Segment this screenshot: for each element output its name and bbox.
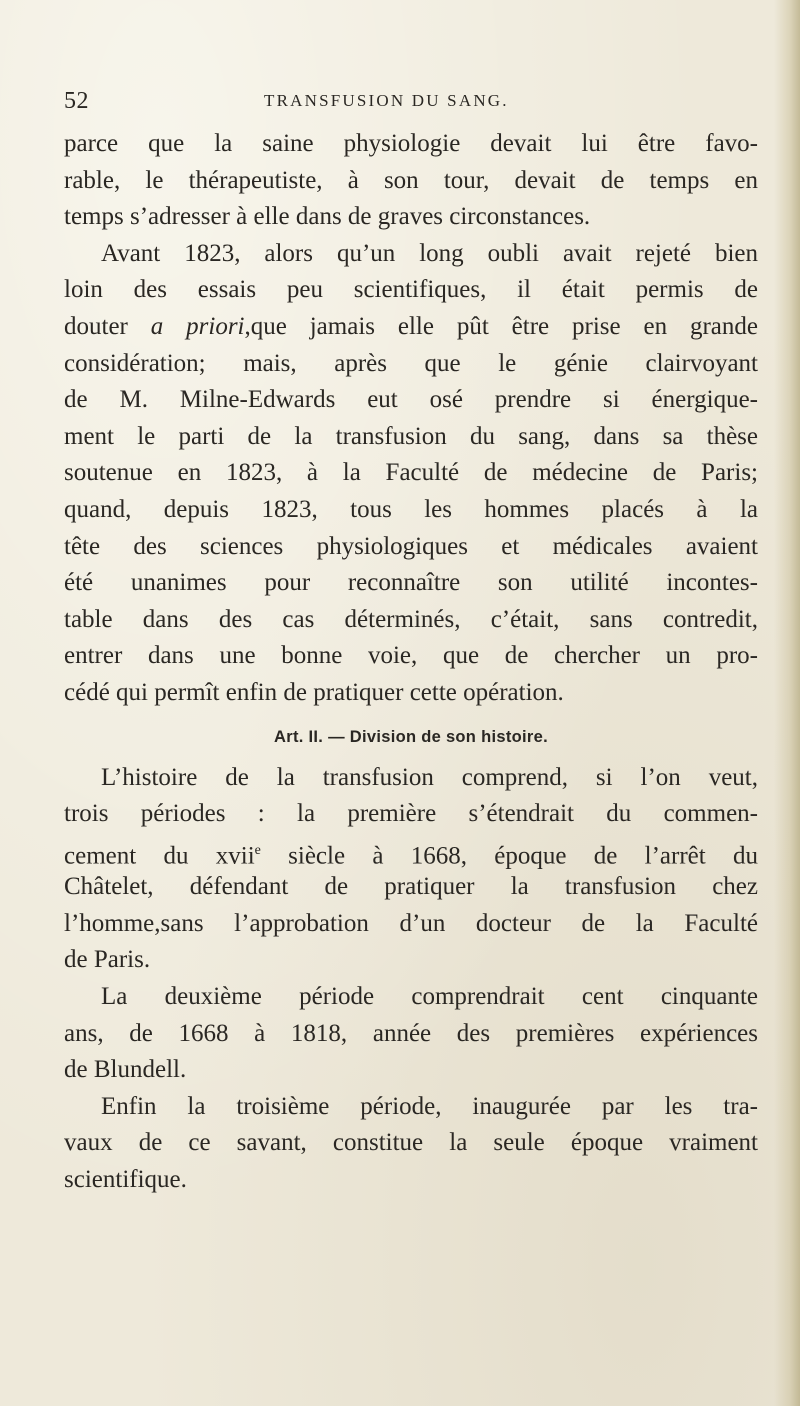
text-line: de M. Milne-Edwards eut osé prendre si énergique-: [64, 386, 758, 414]
text-line-with-italic: [64, 309, 758, 346]
page-header: [64, 88, 754, 118]
italic-phrase: a priori: [150, 312, 245, 340]
text-line: La deuxième période comprendrait cent cinquante: [101, 983, 758, 1011]
text-line: scientifique.: [64, 1166, 187, 1194]
text-line: entrer dans une bonne voie, que de chercher un pro-: [64, 642, 758, 670]
text-line: loin des essais peu scientifiques, il était permis de: [64, 276, 758, 304]
paragraph-3: [64, 760, 758, 980]
text-fragment: cement du xvii: [64, 842, 255, 870]
text-line: vaux de ce savant, constitue la seule époque vraiment: [64, 1129, 758, 1157]
text-line: trois périodes : la première s’étendrait du commen-: [64, 800, 758, 828]
text-line-with-superscript: [64, 833, 758, 870]
text-line: rable, le thérapeutiste, à son tour, devait de temps en: [64, 166, 758, 194]
body-text: [64, 126, 758, 1199]
paragraph-5: [64, 1089, 758, 1199]
page-number: 52: [64, 88, 89, 114]
text-line: Avant 1823, alors qu’un long oubli avait rejeté bien: [101, 239, 758, 267]
paragraph-4: [64, 979, 758, 1089]
running-title: TRANSFUSION DU SANG.: [264, 91, 509, 110]
text-line: l’homme,sans l’approbation d’un docteur de la Faculté: [64, 909, 758, 937]
superscript: e: [254, 842, 261, 858]
text-fragment: douter: [64, 312, 151, 340]
text-line: quand, depuis 1823, tous les hommes placés à la: [64, 495, 758, 523]
text-line: parce que la saine physiologie devait lui être favo-: [64, 130, 758, 157]
text-line: ment le parti de la transfusion du sang, dans sa thèse: [64, 422, 758, 450]
text-line: de Paris.: [64, 946, 151, 974]
text-fragment: siècle à 1668, époque de l’arrêt du: [260, 842, 758, 870]
text-line: table dans des cas déterminés, c’était, sans contredit,: [64, 605, 758, 633]
text-line: cédé qui permît enfin de pratiquer cette opération.: [64, 678, 564, 706]
text-line: de Blundell.: [64, 1056, 187, 1084]
text-line: été unanimes pour reconnaître son utilité incontes-: [64, 569, 758, 597]
text-line: Enfin la troisième période, inaugurée par les tra-: [101, 1092, 758, 1120]
text-line: L’histoire de la transfusion comprend, si l’on veut,: [101, 763, 758, 791]
text-line: tête des sciences physiologiques et médicales avaient: [64, 532, 758, 560]
section-heading: Art. II. — Division de son histoire.: [274, 727, 548, 746]
paragraph-1: [64, 126, 758, 236]
text-line: considération; mais, après que le génie clairvoyant: [64, 349, 758, 377]
text-line: Châtelet, défendant de pratiquer la transfusion chez: [64, 873, 758, 901]
paragraph-2: [64, 236, 758, 712]
text-line: ans, de 1668 à 1818, année des premières expériences: [64, 1019, 758, 1047]
text-line: temps s’adresser à elle dans de graves circonstances.: [64, 203, 591, 231]
text-line: soutenue en 1823, à la Faculté de médecine de Paris;: [64, 459, 758, 487]
page-edge-shadow: [774, 0, 800, 1406]
text-fragment: ,que jamais elle pût être prise en grande: [244, 312, 758, 340]
